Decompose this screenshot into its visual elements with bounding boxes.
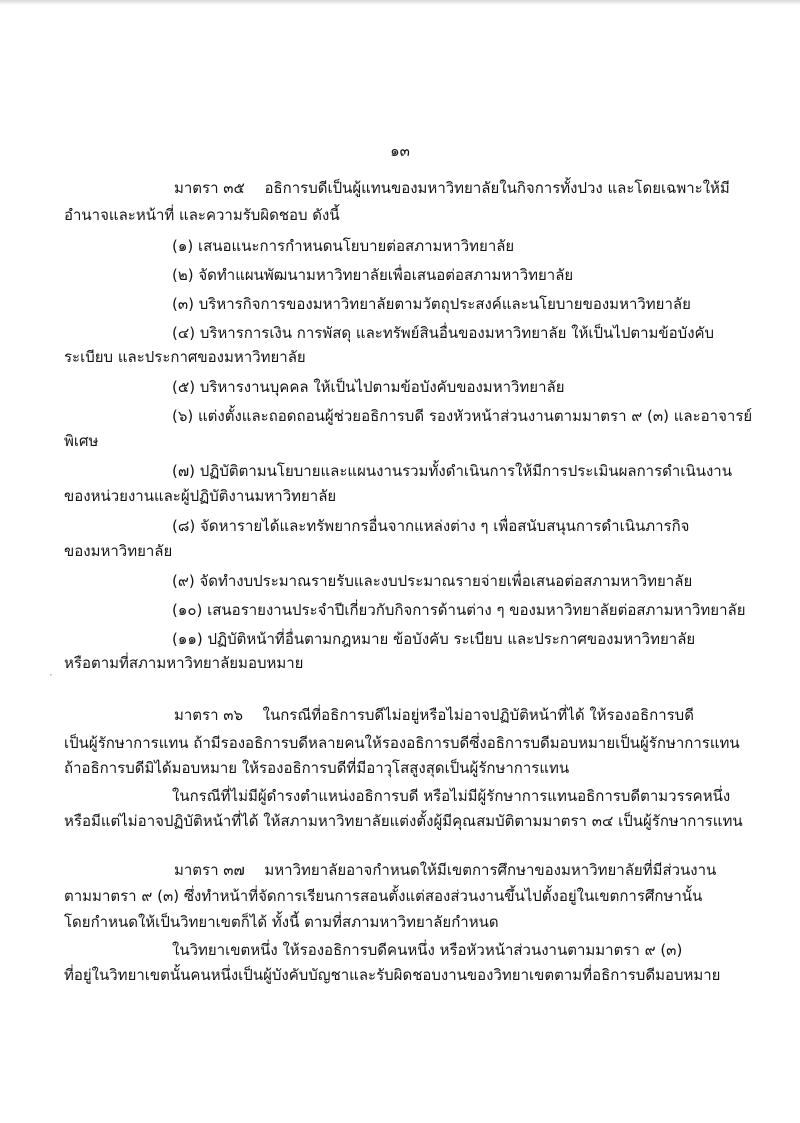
section-37-line-3: โดยกำหนดให้เป็นวิทยาเขตก็ได้ ทั้งนี้ ตามที่สภามหาวิทยาลัยกำหนด — [64, 913, 499, 931]
section-35-item-6: (๖) แต่งตั้งและถอดถอนผู้ช่วยอธิการบดี รองหัวหน้าส่วนงานตามมาตรา ๙ (๓) และอาจารย์ — [172, 407, 753, 425]
section-37-para-2-line-2: ที่อยู่ในวิทยาเขตนั้นคนหนึ่งเป็นผู้บังคับบัญชาและรับผิดชอบงานของวิทยาเขตตามที่อธิการบดีมอบหมาย — [64, 966, 721, 984]
section-36-line-3: ถ้าอธิการบดีมิได้มอบหมาย ให้รองอธิการบดีที่มีอาวุโสสูงสุดเป็นผู้รักษาการแทน — [64, 759, 570, 777]
section-35-intro: อธิการบดีเป็นผู้แทนของมหาวิทยาลัยในกิจการทั้งปวง และโดยเฉพาะให้มี — [264, 179, 730, 197]
section-35-item-8: (๘) จัดหารายได้และทรัพยากรอื่นจากแหล่งต่าง ๆ เพื่อสนับสนุนการดำเนินภารกิจ — [172, 517, 690, 535]
section-35-first-line — [174, 175, 730, 202]
section-35-item-8-cont: ของมหาวิทยาลัย — [64, 542, 173, 560]
section-37-first-line — [174, 857, 716, 884]
section-35-heading: มาตรา ๓๕ — [174, 179, 245, 197]
section-35-item-7: (๗) ปฏิบัติตามนโยบายและแผนงานรวมทั้งดำเนินการให้มีการประเมินผลการดำเนินงาน — [172, 462, 732, 480]
section-35-item-3: (๓) บริหารกิจการของมหาวิทยาลัยตามวัตถุประสงค์และนโยบายของมหาวิทยาลัย — [172, 295, 691, 313]
section-35-item-10: (๑๐) เสนอรายงานประจำปีเกี่ยวกับกิจการด้านต่าง ๆ ของมหาวิทยาลัยต่อสภามหาวิทยาลัย — [172, 601, 746, 619]
section-35-item-1: (๑) เสนอแนะการกำหนดนโยบายต่อสภามหาวิทยาลัย — [172, 237, 515, 255]
section-36-para-2-line-1: ในกรณีที่ไม่มีผู้ดำรงตำแหน่งอธิการบดี หรือไม่มีผู้รักษาการแทนอธิการบดีตามวรรคหนึ่ง — [172, 787, 731, 805]
section-36-first-line — [174, 702, 694, 729]
section-35-item-6-cont: พิเศษ — [64, 432, 99, 450]
scan-edge — [0, 0, 800, 5]
section-35-item-11: (๑๑) ปฏิบัติหน้าที่อื่นตามกฎหมาย ข้อบังคับ ระเบียบ และประกาศของมหาวิทยาลัย — [172, 630, 696, 648]
section-37-heading: มาตรา ๓๗ — [174, 861, 245, 879]
page-number: ๑๓ — [390, 142, 410, 160]
section-35-item-4-cont: ระเบียบ และประกาศของมหาวิทยาลัย — [64, 348, 306, 366]
section-36-para-2-line-2: หรือมีแต่ไม่อาจปฏิบัติหน้าที่ได้ ให้สภามหาวิทยาลัยแต่งตั้งผู้มีคุณสมบัติตามมาตรา ๓๔ เป็นผู้รักษาการแทน — [64, 812, 743, 830]
section-37-text: มหาวิทยาลัยอาจกำหนดให้มีเขตการศึกษาของมหาวิทยาลัยที่มีส่วนงาน — [264, 861, 717, 879]
section-35-item-7-cont: ของหน่วยงานและผู้ปฏิบัติงานมหาวิทยาลัย — [64, 487, 337, 505]
section-35-item-11-cont: หรือตามที่สภามหาวิทยาลัยมอบหมาย — [64, 654, 304, 672]
section-37-para-2-line-1: ในวิทยาเขตหนึ่ง ให้รองอธิการบดีคนหนึ่ง หรือหัวหน้าส่วนงานตามมาตรา ๙ (๓) — [172, 941, 683, 959]
section-35-item-2: (๒) จัดทำแผนพัฒนามหาวิทยาลัยเพื่อเสนอต่อสภามหาวิทยาลัย — [172, 266, 574, 284]
section-36-text: ในกรณีที่อธิการบดีไม่อยู่หรือไม่อาจปฏิบัติหน้าที่ได้ ให้รองอธิการบดี — [262, 706, 694, 724]
section-35-intro-line-2: อำนาจและหน้าที่ และความรับผิดชอบ ดังนี้ — [64, 206, 340, 224]
section-35-item-4: (๔) บริหารการเงิน การพัสดุ และทรัพย์สินอื่นของมหาวิทยาลัย ให้เป็นไปตามข้อบังคับ — [172, 324, 715, 342]
section-35-item-9: (๙) จัดทำงบประมาณรายรับและงบประมาณรายจ่ายเพื่อเสนอต่อสภามหาวิทยาลัย — [172, 572, 693, 590]
section-35-item-5: (๕) บริหารงานบุคคล ให้เป็นไปตามข้อบังคับของมหาวิทยาลัย — [172, 378, 565, 396]
section-36-heading: มาตรา ๓๖ — [174, 706, 244, 724]
section-36-line-2: เป็นผู้รักษาการแทน ถ้ามีรองอธิการบดีหลายคนให้รองอธิการบดีซึ่งอธิการบดีมอบหมายเป็นผู้รักษาการแทน — [64, 734, 740, 752]
section-37-line-2: ตามมาตรา ๙ (๓) ซึ่งทำหน้าที่จัดการเรียนการสอนตั้งแต่สองส่วนงานขึ้นไปตั้งอยู่ในเขตการศึกษานั้น — [64, 887, 703, 905]
